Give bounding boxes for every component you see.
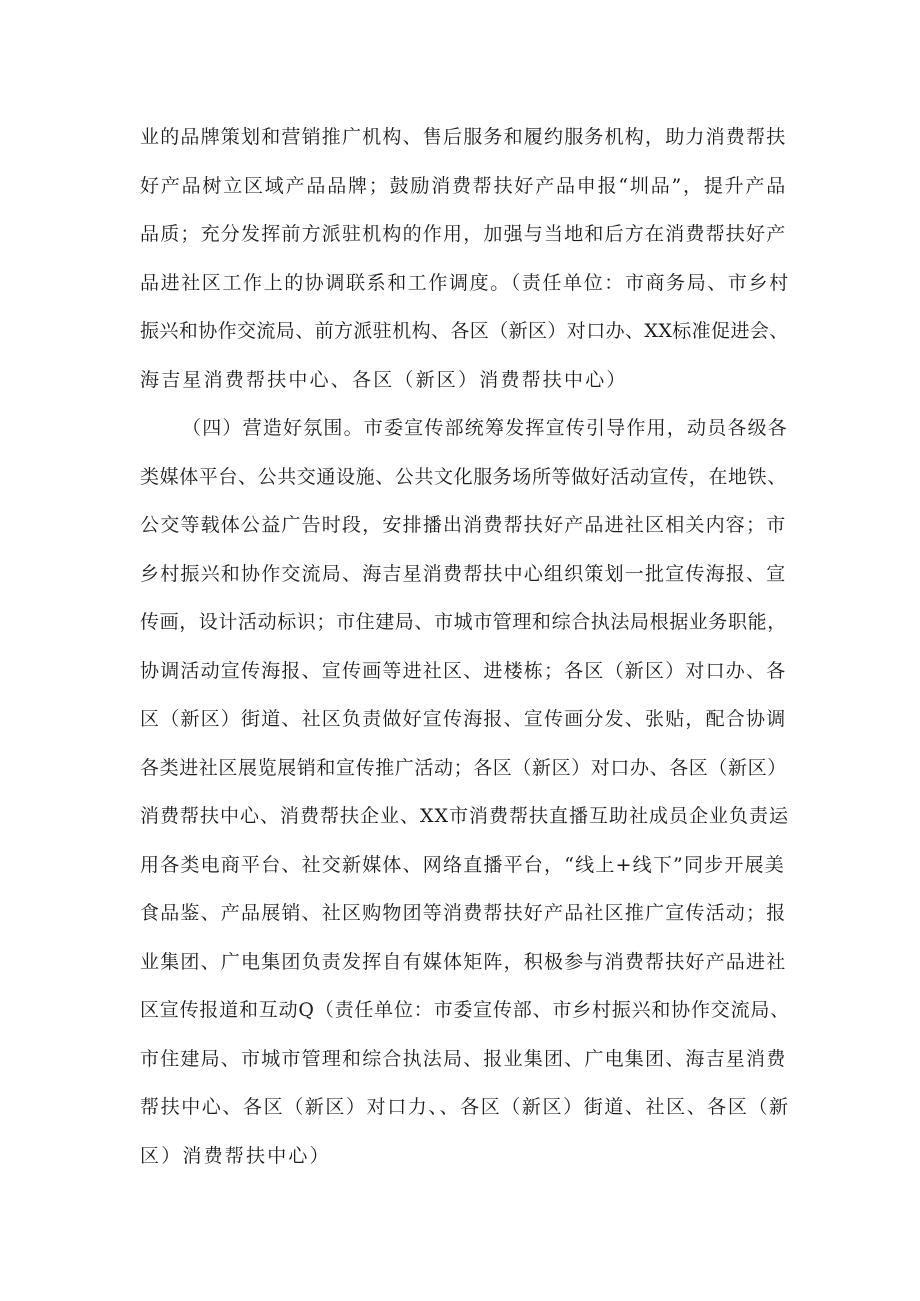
text-line: 区）消费帮扶中心） bbox=[140, 1144, 331, 1167]
text-line: 协调活动宣传海报、宣传画等进社区、进楼栋；各区（新区）对口办、各 bbox=[140, 659, 787, 682]
text-line: 食品鉴、产品展销、社区购物团等消费帮扶好产品社区推广宣传活动；报 bbox=[140, 902, 787, 924]
text-line: 类媒体平台、公共交通设施、公共文化服务场所等做好活动宣传，在地铁、 bbox=[140, 465, 787, 488]
paragraph-atmosphere bbox=[140, 404, 790, 1180]
text-line-first bbox=[140, 404, 790, 453]
text-line: 好产品树立区域产品品牌；鼓励消费帮扶好产品申报“圳品”，提升产品 bbox=[140, 174, 788, 197]
text-line: 各类进社区展览展销和宣传推广活动；各区（新区）对口办、各区（新区） bbox=[140, 756, 787, 779]
text-line: 乡村振兴和协作交流局、海吉星消费帮扶中心组织策划一批宣传海报、宣 bbox=[140, 562, 787, 585]
text-line: 振兴和协作交流局、前方派驻机构、各区（新区）对口办、XX标准促进会、 bbox=[140, 320, 789, 342]
text-line: 区（新区）街道、社区负责做好宣传海报、宣传画分发、张贴，配合协调 bbox=[140, 708, 787, 730]
text-line: 业的品牌策划和营销推广机构、售后服务和履约服务机构，助力消费帮扶 bbox=[140, 126, 787, 148]
paragraph-continuation bbox=[140, 113, 790, 404]
text-line: 市住建局、市城市管理和综合执法局、报业集团、广电集团、海吉星消费 bbox=[140, 1047, 787, 1070]
text-line: 帮扶中心、各区（新区）对口力、、各区（新区）街道、社区、各区（新 bbox=[140, 1096, 790, 1118]
text-line: 用各类电商平台、社交新媒体、网络直播平台，“线上+线下”同步开展美 bbox=[140, 853, 785, 876]
text-line: 品进社区工作上的协调联系和工作调度。（责任单位：市商务局、市乡村 bbox=[140, 271, 790, 294]
text-line: 消费帮扶中心、消费帮扶企业、XX市消费帮扶直播互助社成员企业负责运 bbox=[140, 805, 790, 827]
text-line: 品质；充分发挥前方派驻机构的作用，加强与当地和后方在消费帮扶好产 bbox=[140, 223, 787, 245]
text-line: 传画，设计活动标识；市住建局、市城市管理和综合执法局根据业务职能， bbox=[140, 611, 787, 633]
text-line: 海吉星消费帮扶中心、各区（新区）消费帮扶中心） bbox=[140, 368, 628, 391]
text-line: 业集团、广电集团负责发挥自有媒体矩阵，积极参与消费帮扶好产品进社 bbox=[140, 950, 787, 973]
text-line: 公交等载体公益广告时段，安排播出消费帮扶好产品进社区相关内容；市 bbox=[140, 514, 787, 536]
text-line: 区宣传报道和互动Q（责任单位：市委宣传部、市乡村振兴和协作交流局、 bbox=[140, 999, 790, 1021]
text-line-content: （四）营造好氛围。市委宣传部统筹发挥宣传引导作用，动员各级各 bbox=[182, 417, 789, 439]
